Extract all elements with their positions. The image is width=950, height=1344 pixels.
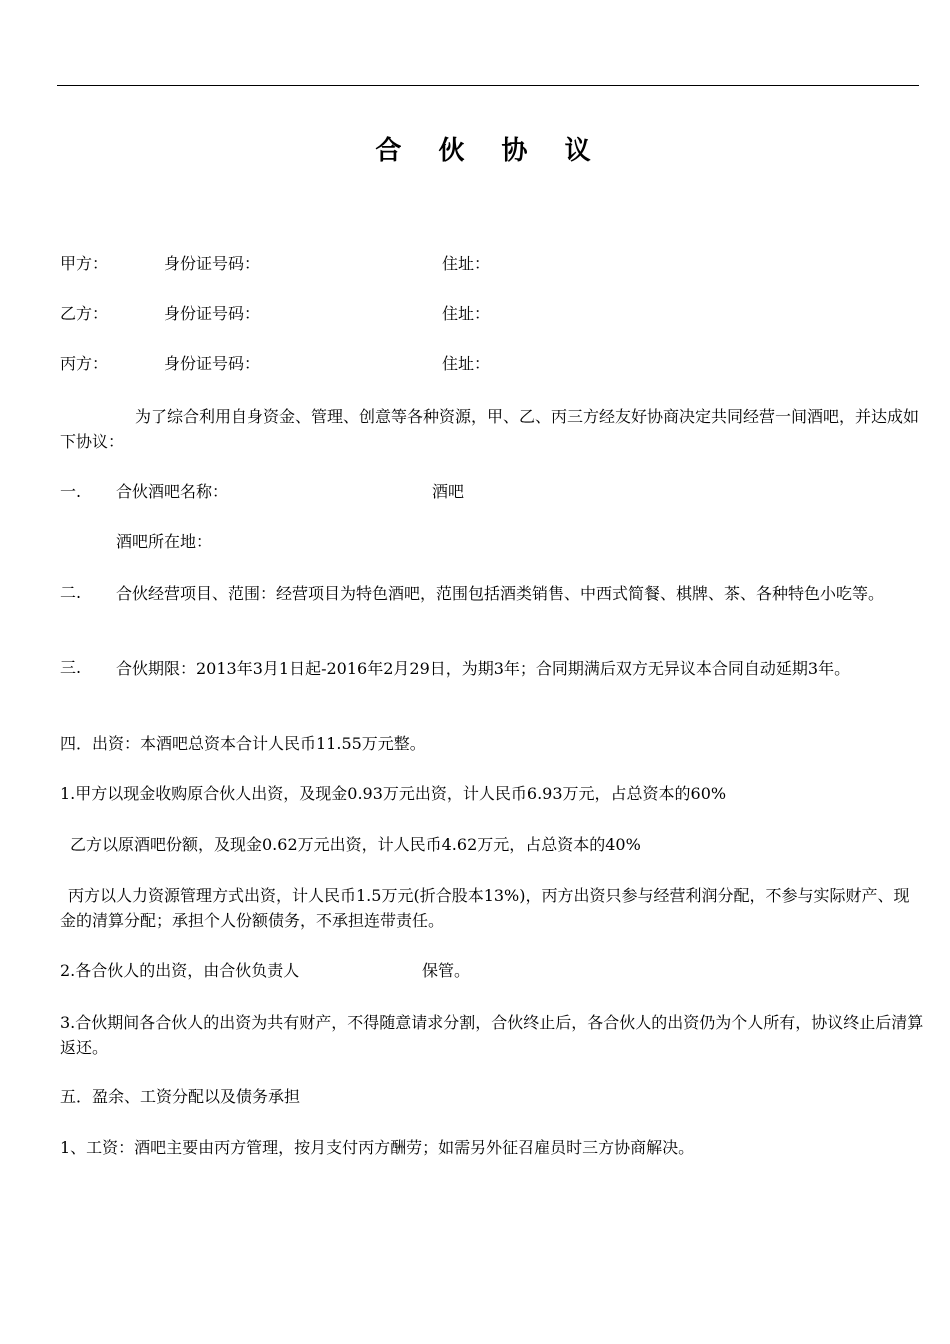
capital-item-1b: 乙方以原酒吧份额，及现金0.62万元出资，计人民币4.62万元，占总资本的40% (70, 835, 641, 854)
id-number-label: 身份证号码： (164, 254, 261, 273)
capital-item-3: 3.合伙期间各合伙人的出资为共有财产，不得随意请求分割，合伙终止后，各合伙人的出资仍为个人所有，协议终止后清算返还。 (60, 1013, 924, 1057)
capital-item-1: 1.甲方以现金收购原合伙人出资，及现金0.93万元出资，计人民币6.93万元，占总资本的60% (60, 784, 727, 803)
party-label: 丙方： (60, 354, 109, 373)
capital-item-2-part1: 2.各合伙人的出资，由合伙负责人 (60, 961, 300, 980)
section2-number: 二. (60, 583, 82, 602)
section5-item-1: 1、工资：酒吧主要由丙方管理，按月支付丙方酬劳；如需另外征召雇员时三方协商解决。 (60, 1138, 695, 1157)
intro-paragraph: 为了综合利用自身资金、管理、创意等各种资源，甲、乙、丙三方经友好协商决定共同经营一间酒吧，并达成如下协议： (60, 407, 920, 451)
id-number-label: 身份证号码： (164, 304, 261, 323)
id-number-label: 身份证号码： (164, 354, 261, 373)
section5-heading: 五．盈余、工资分配以及债务承担 (60, 1087, 301, 1106)
section4-heading: 四．出资：本酒吧总资本合计人民币11.55万元整。 (60, 734, 426, 753)
section3-text: 合伙期限：2013年3月1日起-2016年2月29日，为期3年；合同期满后双方无异议本合同自动延期3年。 (116, 659, 851, 678)
party-label: 甲方： (60, 254, 109, 273)
section1-number: 一. (60, 482, 82, 501)
bar-name-label: 合伙酒吧名称： (116, 482, 229, 501)
section2-text: 合伙经营项目、范围：经营项目为特色酒吧，范围包括酒类销售、中西式简餐、棋牌、茶、各种特色小吃等。 (116, 584, 885, 603)
address-label: 住址： (442, 354, 491, 373)
address-label: 住址： (442, 304, 491, 323)
header-rule (57, 85, 919, 86)
address-label: 住址： (442, 254, 491, 273)
document-title: 合 伙 协 议 (375, 136, 605, 166)
bar-name-value: 酒吧 (432, 482, 465, 501)
capital-item-1c: 丙方以人力资源管理方式出资，计人民币1.5万元(折合股本13%)，丙方出资只参与经营利润分配，不参与实际财产、现金的清算分配；承担个人份额债务，不承担连带责任。 (60, 886, 910, 930)
section3-number: 三. (60, 658, 82, 677)
capital-item-2-part2: 保管。 (422, 961, 471, 980)
bar-location-label: 酒吧所在地： (116, 532, 213, 551)
party-label: 乙方： (60, 304, 109, 323)
